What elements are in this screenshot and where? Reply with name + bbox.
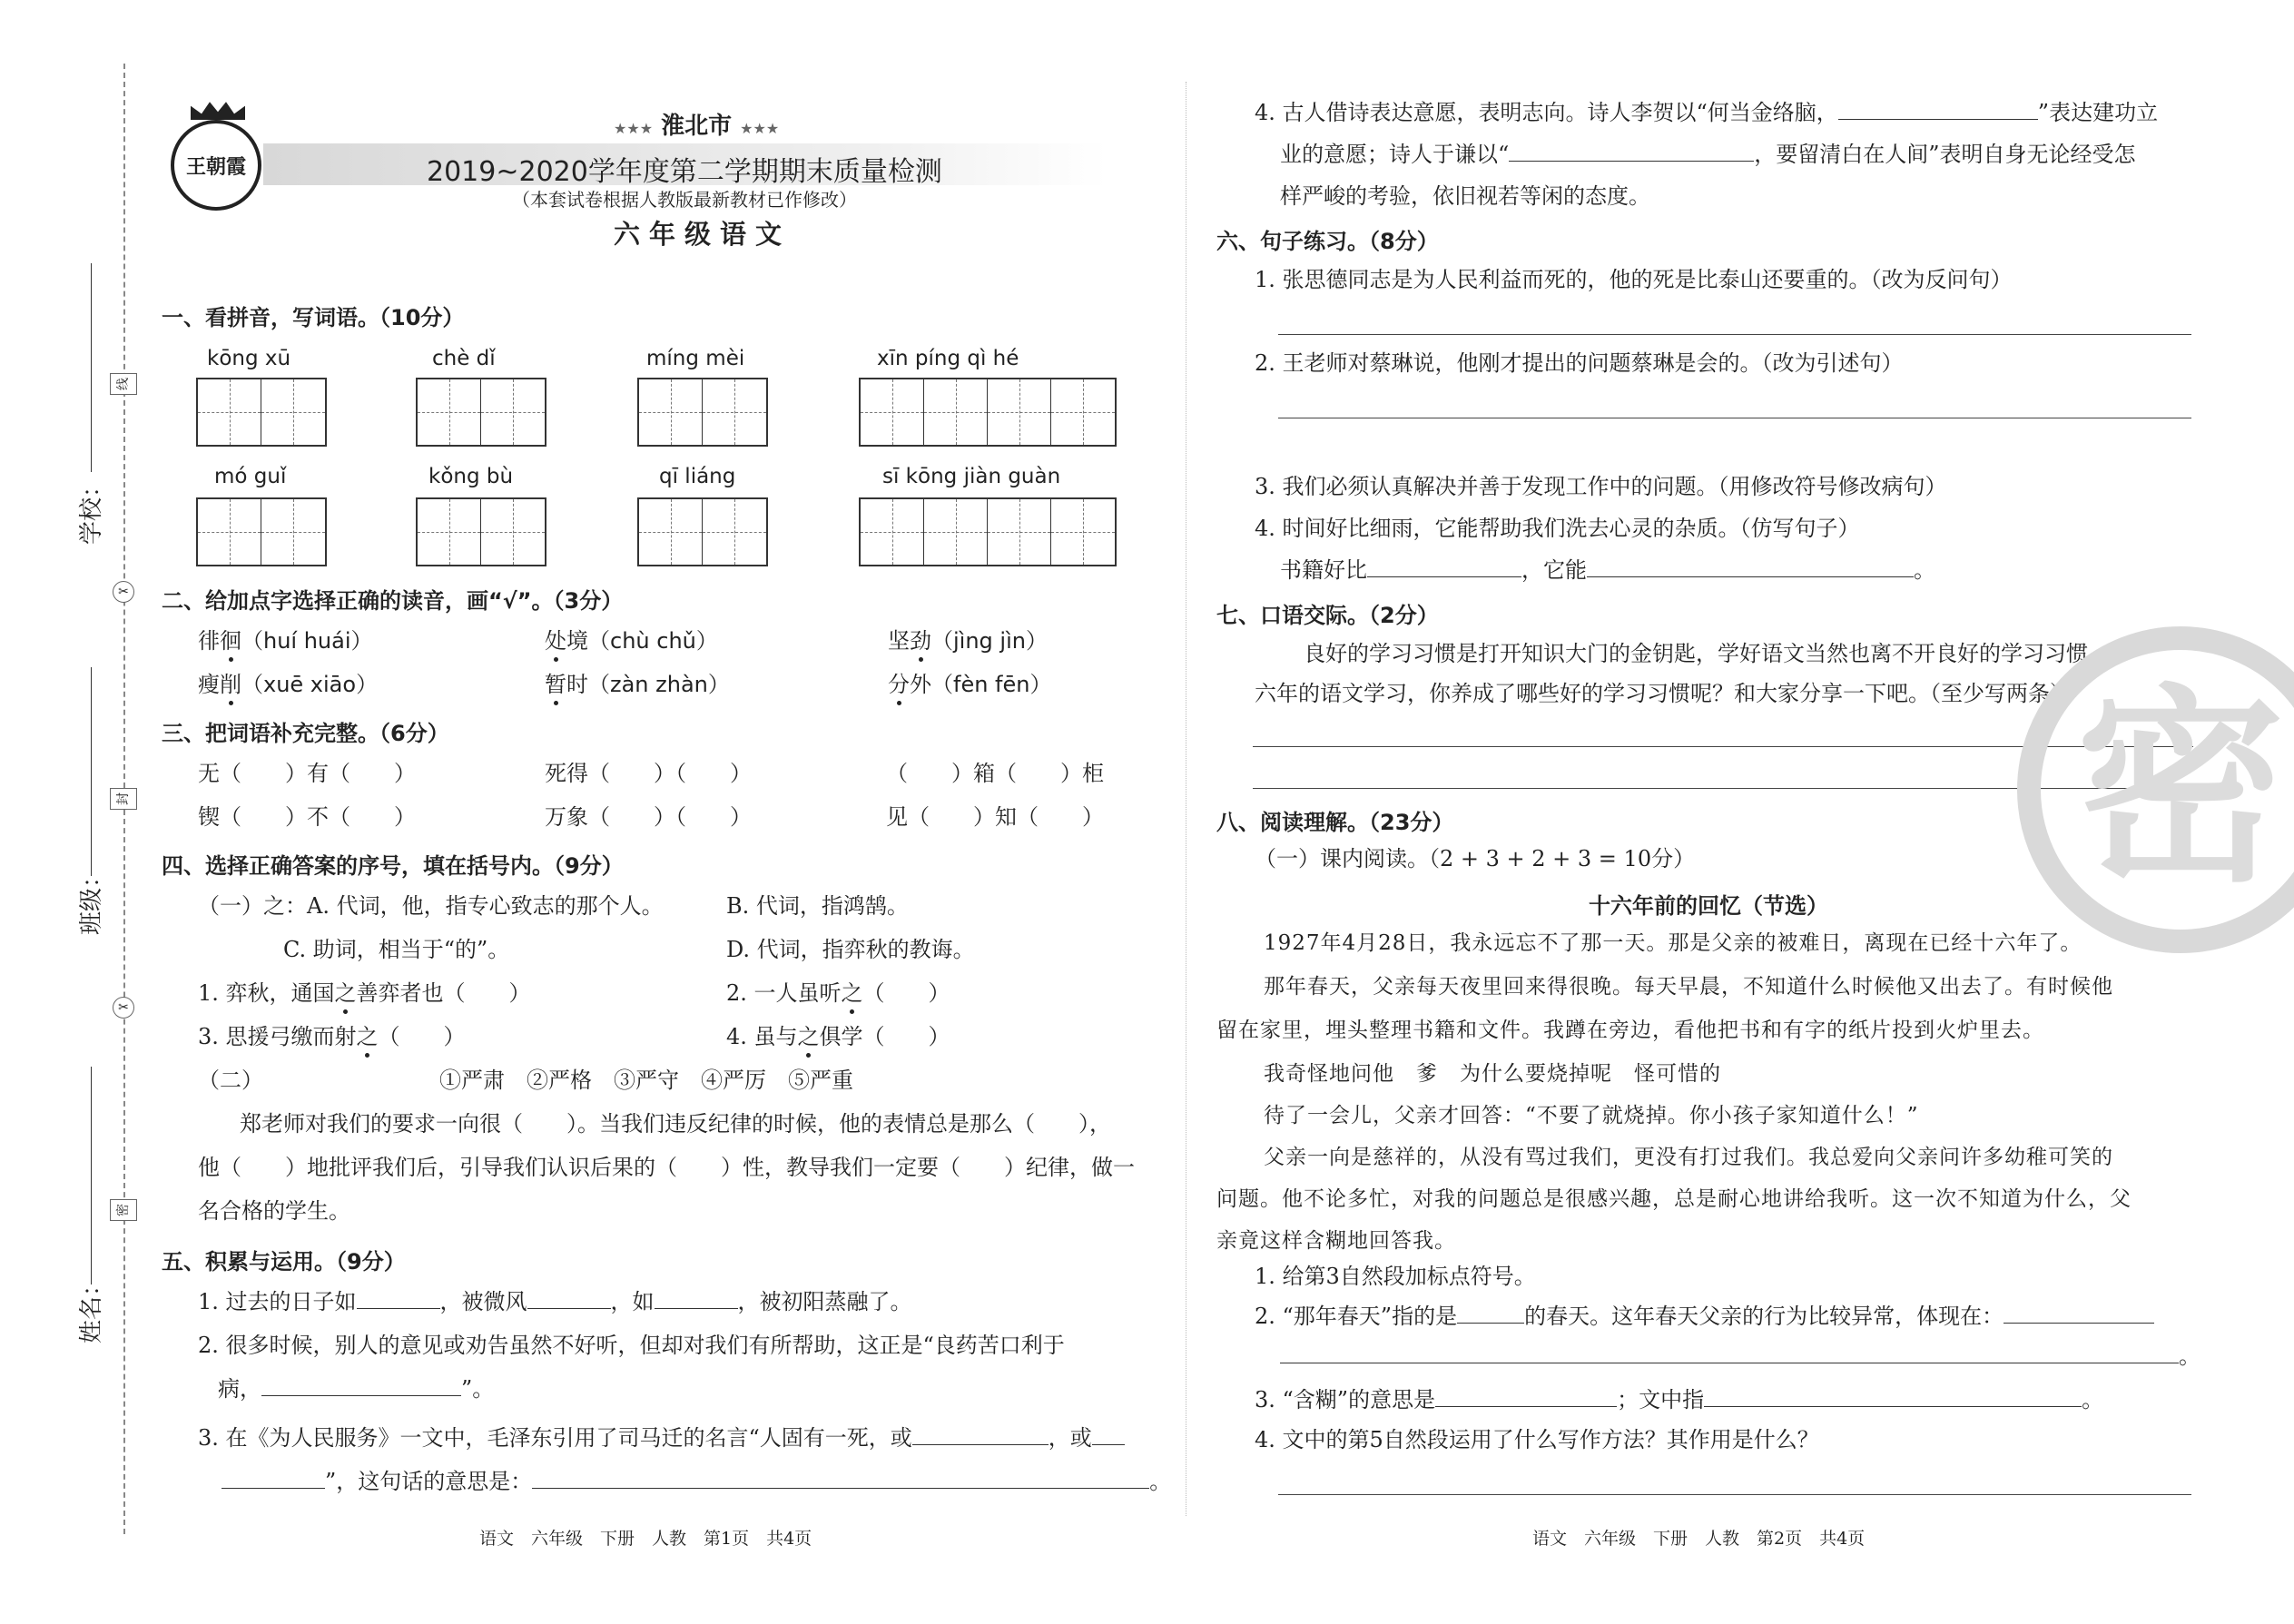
- stars-right: ★★★: [740, 120, 780, 137]
- publisher-logo: [171, 100, 265, 227]
- logo-circle: [171, 120, 261, 211]
- s4-q4[interactable]: 4. 虽与之俱学（ ）: [726, 1024, 950, 1049]
- footer-left: 语文 六年级 下册 人教 第1页 共4页: [479, 1529, 812, 1549]
- s2-item-1[interactable]: 徘徊（huí huái）: [198, 628, 373, 654]
- s5-q3-line1[interactable]: 3. 在《为人民服务》一文中，毛泽东引用了司马迁的名言“人固有一死，或 ，或: [198, 1423, 1125, 1452]
- section8-title: 八、阅读理解。（23分）: [1216, 810, 1454, 835]
- s5-q4-line2[interactable]: 业的意愿；诗人于谦以“ ，要留清白在人间”表明自身无论经受怎: [1280, 142, 2136, 167]
- stars-left: ★★★: [614, 120, 654, 137]
- passage-p5b: 问题。他不论多忙，对我的问题总是很感兴趣，总是耐心地讲给我听。这一次不知道为什么，父: [1216, 1187, 2132, 1211]
- blank[interactable]: [1457, 1303, 1524, 1324]
- s2-item-2[interactable]: 处境（chù chǔ）: [545, 628, 718, 654]
- watermark-char: 密: [2075, 668, 2285, 910]
- blank[interactable]: [532, 1468, 1149, 1489]
- pinyin-5: mó guǐ: [214, 465, 287, 488]
- class-label: 班级：: [78, 863, 105, 935]
- s4-option-b: B. 代词，指鸿鹄。: [726, 893, 909, 919]
- s6-q2: 2. 王老师对蔡琳说，他刚才提出的问题蔡琳是会的。（改为引述句）: [1255, 350, 1904, 376]
- s6-q1-answer-line[interactable]: [1278, 334, 2191, 335]
- school-label: 学校：: [78, 473, 105, 545]
- passage-title: 十六年前的回忆（节选）: [1589, 893, 1828, 919]
- s2-item-5[interactable]: 暂时（zàn zhàn）: [545, 672, 730, 697]
- write-grid-8[interactable]: [859, 497, 1117, 566]
- blank[interactable]: [1435, 1386, 1617, 1407]
- s8-q1: 1. 给第3自然段加标点符号。: [1255, 1264, 1536, 1289]
- pinyin-2: chè dǐ: [432, 347, 496, 370]
- blank[interactable]: [1092, 1424, 1125, 1445]
- blank[interactable]: [1280, 1343, 2179, 1363]
- s4-paragraph-line1[interactable]: 郑老师对我们的要求一向很（ ）。当我们违反纪律的时候，他的表情总是那么（ ），: [240, 1111, 1111, 1137]
- blank[interactable]: [1838, 99, 2038, 120]
- s4-option-c: C. 助词，相当于“的”。: [283, 937, 510, 962]
- subject-title: 六年级语文: [614, 219, 792, 250]
- binding-margin: [0, 0, 159, 1624]
- s8-subsection: （一）课内阅读。（2 + 3 + 2 + 3 = 10分）: [1255, 846, 1696, 871]
- passage-p5a: 父亲一向是慈祥的，从没有骂过我们，更没有打过我们。我总爱向父亲问许多幼稚可笑的: [1264, 1146, 2113, 1169]
- name-label: 姓名：: [78, 1272, 105, 1343]
- s5-q1[interactable]: 1. 过去的日子如 ，被微风 ，如 ，被初阳蒸融了。: [198, 1289, 912, 1314]
- s4-option-a: （一）之：A. 代词，他，指专心致志的那个人。: [198, 893, 664, 919]
- blank[interactable]: [261, 1375, 461, 1396]
- passage-p1: 1927年4月28日，我永远忘不了那一天。那是父亲的被难日，离现在已经十六年了。: [1264, 931, 2082, 955]
- s4-option-d: D. 代词，指弈秋的教诲。: [726, 937, 975, 962]
- s5-q2-line1: 2. 很多时候，别人的意见或劝告虽然不好听，但却对我们有所帮助，这正是“良药苦口利于: [198, 1333, 1065, 1358]
- header-city: ★★★ 淮北市 ★★★: [614, 113, 780, 140]
- watermark-seal: [2017, 626, 2294, 953]
- s2-item-3[interactable]: 坚劲（jìng jìn）: [888, 628, 1048, 654]
- s3-item-1[interactable]: 无（ ）有（ ）: [198, 761, 416, 786]
- name-blank[interactable]: [91, 1067, 92, 1284]
- blank[interactable]: [527, 1288, 611, 1309]
- s6-q3: 3. 我们必须认真解决并善于发现工作中的问题。（用修改符号修改病句）: [1255, 474, 1947, 499]
- s5-q3-line2[interactable]: ”，这句话的意思是： 。: [222, 1467, 1171, 1496]
- pinyin-4: xīn píng qì hé: [877, 347, 1019, 370]
- exam-note: （本套试卷根据人教版最新教材已作修改）: [512, 189, 857, 211]
- pinyin-7: qī liáng: [659, 465, 736, 488]
- section2-title: 二、给加点字选择正确的读音，画“√”。（3分）: [162, 588, 624, 614]
- s3-item-5[interactable]: 万象（ ）（ ）: [545, 804, 752, 830]
- passage-p3[interactable]: 我奇怪地问他 爹 为什么要烧掉呢 怪可惜的: [1264, 1062, 1721, 1086]
- s7-para2: 六年的语文学习，你养成了哪些好的学习习惯呢？和大家分享一下吧。（至少写两条）: [1255, 681, 2072, 706]
- blank[interactable]: [1587, 556, 1914, 577]
- section3-title: 三、把词语补充完整。（6分）: [162, 721, 449, 746]
- s6-q4: 4. 时间好比细雨，它能帮助我们洗去心灵的杂质。（仿写句子）: [1255, 516, 1860, 541]
- s2-item-4[interactable]: 瘦削（xuē xiāo）: [198, 672, 379, 697]
- write-grid-1[interactable]: [196, 378, 327, 447]
- binding-mark-mi: 密: [110, 1199, 137, 1221]
- scissors-icon: ✂: [113, 581, 134, 603]
- s2-item-6[interactable]: 分外（fèn fēn）: [888, 672, 1052, 697]
- s8-q3[interactable]: 3. “含糊”的意思是 ；文中指 。: [1255, 1387, 2104, 1412]
- section7-title: 七、口语交际。（2分）: [1216, 603, 1439, 628]
- blank[interactable]: [1509, 141, 1754, 162]
- footer-right: 语文 六年级 下册 人教 第2页 共4页: [1532, 1529, 1866, 1549]
- crown-icon: [191, 100, 245, 120]
- write-grid-5[interactable]: [196, 497, 327, 566]
- s5-q4-line1[interactable]: 4. 古人借诗表达意愿，表明志向。诗人李贺以“何当金络脑， ”表达建功立: [1255, 100, 2159, 125]
- s6-q4-imitation[interactable]: 书籍好比 ，它能 。: [1280, 557, 1935, 583]
- blank[interactable]: [1704, 1386, 2082, 1407]
- write-grid-7[interactable]: [637, 497, 768, 566]
- s4-q1[interactable]: 1. 弈秋，通国之善弈者也（ ）: [198, 980, 531, 1006]
- s3-item-2[interactable]: 死得（ ）（ ）: [545, 761, 752, 786]
- blank[interactable]: [1367, 556, 1521, 577]
- s3-item-4[interactable]: 锲（ ）不（ ）: [198, 804, 416, 830]
- scissors-icon: ✂: [113, 997, 134, 1019]
- passage-p2b: 留在家里，埋头整理书籍和文件。我蹲在旁边，看他把书和有字的纸片投到火炉里去。: [1216, 1019, 2044, 1042]
- s4-q3[interactable]: 3. 思援弓缴而射之（ ）: [198, 1024, 466, 1049]
- s6-q1: 1. 张思德同志是为人民利益而死的，他的死是比泰山还要重的。（改为反问句）: [1255, 267, 2013, 292]
- section6-title: 六、句子练习。（8分）: [1216, 229, 1439, 254]
- s8-q4: 4. 文中的第5自然段运用了什么写作方法？其作用是什么？: [1255, 1427, 1819, 1452]
- s4-q2[interactable]: 2. 一人虽听之（ ）: [726, 980, 950, 1006]
- s5-q4-line3: 样严峻的考验，依旧视若等闲的态度。: [1280, 183, 1650, 209]
- s4-paragraph-line3: 名合格的学生。: [198, 1198, 350, 1224]
- blank[interactable]: [2004, 1303, 2154, 1324]
- logo-text: 王朝霞: [185, 154, 246, 179]
- pinyin-8: sī kōng jiàn guàn: [882, 465, 1061, 488]
- s8-q2-continue[interactable]: 。: [1280, 1342, 2200, 1371]
- school-blank[interactable]: [91, 263, 92, 472]
- write-grid-6[interactable]: [416, 497, 546, 566]
- s8-q4-answer-line[interactable]: [1278, 1494, 2191, 1495]
- passage-p4: 待了一会儿，父亲才回答：“不要了就烧掉。你小孩子家知道什么！”: [1264, 1104, 1919, 1127]
- s4-part2-label: （二）: [198, 1068, 263, 1093]
- binding-mark-xian: 线: [110, 373, 137, 395]
- write-grid-2[interactable]: [416, 378, 546, 447]
- passage-p5c: 亲竟这样含糊地回答我。: [1216, 1229, 1456, 1253]
- s8-q2[interactable]: 2. “那年春天”指的是 的春天。这年春天父亲的行为比较异常，体现在：: [1255, 1302, 2154, 1331]
- exam-title: 2019~2020学年度第二学期期末质量检测: [427, 156, 942, 188]
- write-grid-3[interactable]: [637, 378, 768, 447]
- blank[interactable]: [357, 1288, 440, 1309]
- s4-part2-options: ①严肃 ②严格 ③严守 ④严厉 ⑤严重: [439, 1068, 853, 1093]
- blank[interactable]: [655, 1288, 738, 1309]
- pinyin-3: míng mèi: [646, 347, 745, 370]
- blank[interactable]: [912, 1424, 1049, 1445]
- binding-mark-feng: 封: [110, 788, 137, 810]
- pinyin-6: kǒng bù: [428, 465, 514, 488]
- s7-para1: 良好的学习习惯是打开知识大门的金钥匙，学好语文当然也离不开良好的学习习惯。: [1304, 641, 2110, 666]
- section5-title: 五、积累与运用。（9分）: [162, 1249, 406, 1275]
- class-blank[interactable]: [91, 667, 92, 876]
- s3-item-6[interactable]: 见（ ）知（ ）: [886, 804, 1104, 830]
- blank[interactable]: [222, 1468, 325, 1489]
- write-grid-4[interactable]: [859, 378, 1117, 447]
- passage-p2a: 那年春天，父亲每天夜里回来得很晚。每天早晨，不知道什么时候他又出去了。有时候他: [1264, 975, 2113, 999]
- s4-paragraph-line2[interactable]: 他（ ）地批评我们后，引导我们认识后果的（ ）性，教导我们一定要（ ）纪律，做一: [198, 1155, 1135, 1180]
- pinyin-1: kōng xū: [207, 347, 291, 370]
- s5-q2-line2[interactable]: 病， ”。: [218, 1376, 495, 1402]
- section1-title: 一、看拼音，写词语。（10分）: [162, 305, 465, 330]
- section4-title: 四、选择正确答案的序号，填在括号内。（9分）: [162, 853, 624, 879]
- s3-item-3[interactable]: （ ）箱（ ）柜: [886, 761, 1104, 786]
